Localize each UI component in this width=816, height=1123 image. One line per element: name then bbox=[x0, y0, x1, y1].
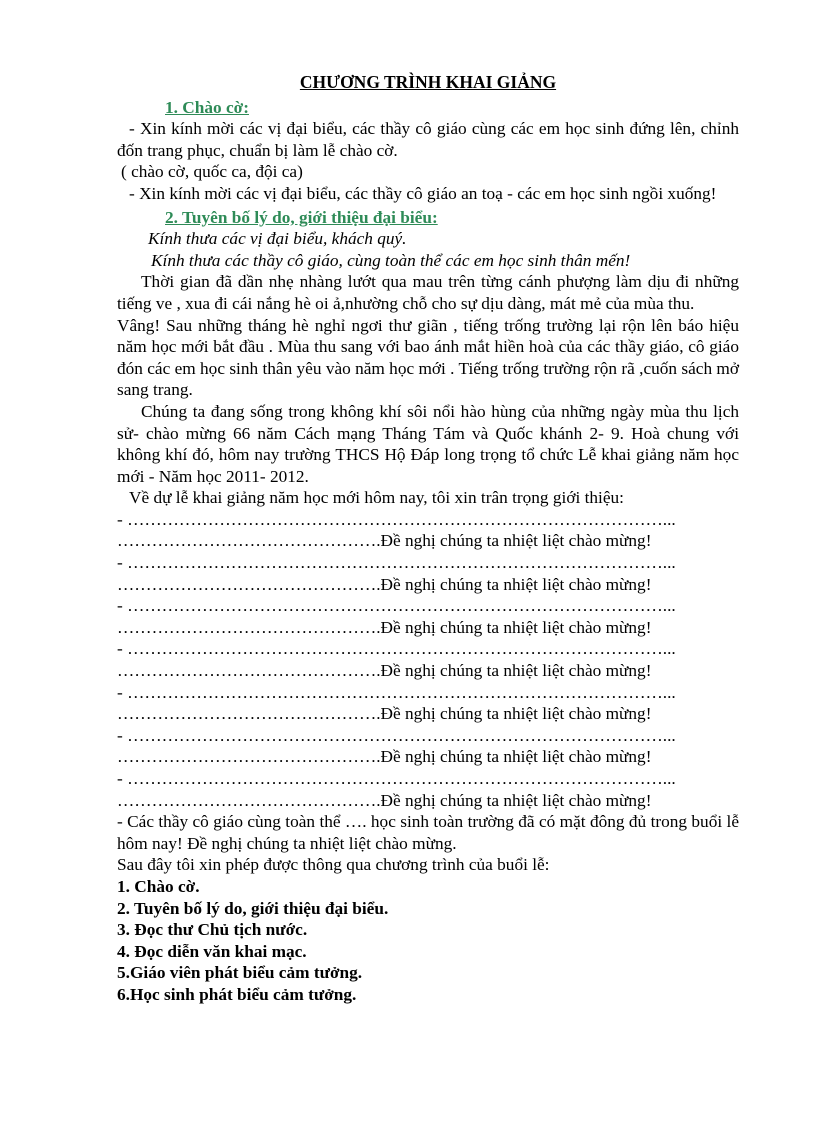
paragraph: Chúng ta đang sống trong không khí sôi nổi hào hùng của những ngày mùa thu lịch sử- chào mừng 66 năm Cách mạng Tháng Tám và Quốc khánh 2- 9. Hoà chung với không khí đó, hôm nay trường THCS Hộ Đáp long trọng tổ chức Lễ khai giảng năm học mới - Năm học 2011- 2012. bbox=[117, 401, 739, 486]
program-item: 5.Giáo viên phát biểu cảm tưởng. bbox=[117, 963, 363, 983]
guest-welcome-line: ……………………………………….Đề nghị chúng ta nhiệt liệt chào mừng! bbox=[117, 747, 652, 767]
paragraph: Sau đây tôi xin phép được thông qua chương trình của buổi lễ: bbox=[117, 855, 550, 875]
document-page bbox=[117, 72, 739, 1006]
guest-placeholder-line: - …………………………………………………………………………………... bbox=[117, 553, 676, 573]
greeting-line: Kính thưa các vị đại biểu, khách quý. bbox=[148, 229, 407, 249]
guest-welcome-line: ……………………………………….Đề nghị chúng ta nhiệt liệt chào mừng! bbox=[117, 790, 652, 810]
guest-placeholder-line: - …………………………………………………………………………………... bbox=[117, 769, 676, 788]
paragraph: ( chào cờ, quốc ca, đội ca) bbox=[121, 162, 303, 182]
program-item: 3. Đọc thư Chủ tịch nước. bbox=[117, 920, 308, 940]
program-item: 1. Chào cờ. bbox=[117, 876, 200, 896]
guest-welcome-line: ……………………………………….Đề nghị chúng ta nhiệt liệt chào mừng! bbox=[117, 661, 652, 681]
program-item: 2. Tuyên bố lý do, giới thiệu đại biểu. bbox=[117, 898, 389, 918]
greeting-line: Kính thưa các thầy cô giáo, cùng toàn thể các em học sinh thân mến! bbox=[151, 250, 631, 270]
guest-placeholder-line: - …………………………………………………………………………………... bbox=[117, 725, 676, 745]
guest-placeholder-line: - …………………………………………………………………………………... bbox=[117, 509, 676, 529]
guest-welcome-line: ……………………………………….Đề nghị chúng ta nhiệt liệt chào mừng! bbox=[117, 574, 652, 594]
section-heading-2: 2. Tuyên bố lý do, giới thiệu đại biểu: bbox=[165, 207, 438, 227]
paragraph: Vâng! Sau những tháng hè nghỉ ngơi thư giãn , tiếng trống trường lại rộn lên báo hiệu năm học mới bắt đầu . Mùa thu sang với bao ánh mắt hiền hoà của các thầy giáo, cô giáo đón các em học sinh thân yêu vào năm học mới . Tiếng trống trường rộn rã ,cuốn sách mở sang trang. bbox=[117, 315, 739, 400]
guest-placeholder-line: - …………………………………………………………………………………... bbox=[117, 682, 676, 702]
guest-placeholder-line: - …………………………………………………………………………………... bbox=[117, 596, 676, 616]
page-title: CHƯƠNG TRÌNH KHAI GIẢNG bbox=[299, 72, 557, 92]
guest-placeholder-line: - …………………………………………………………………………………... bbox=[117, 639, 676, 659]
guest-welcome-line: ……………………………………….Đề nghị chúng ta nhiệt liệt chào mừng! bbox=[117, 531, 652, 551]
paragraph: - Các thầy cô giáo cùng toàn thể …. học sinh toàn trường đã có mặt đông đủ trong buổi lễ hôm nay! Đề nghị chúng ta nhiệt liệt chào mừng. bbox=[117, 812, 739, 853]
guest-welcome-line: ……………………………………….Đề nghị chúng ta nhiệt liệt chào mừng! bbox=[117, 617, 652, 637]
guest-welcome-line: ……………………………………….Đề nghị chúng ta nhiệt liệt chào mừng! bbox=[117, 704, 652, 724]
paragraph: - Xin kính mời các vị đại biểu, các thầy cô giáo cùng các em học sinh đứng lên, chỉnh đốn trang phục, chuẩn bị làm lễ chào cờ. bbox=[117, 119, 739, 160]
program-item: 6.Học sinh phát biểu cảm tưởng. bbox=[117, 984, 357, 1004]
paragraph: Thời gian đã dần nhẹ nhàng lướt qua mau trên từng cánh phượng làm dịu đi những tiếng ve , xua đi cái nắng hè oi ả,nhường chỗ cho sự dịu dàng, mát mẻ của mùa thu. bbox=[117, 272, 739, 313]
program-item: 4. Đọc diễn văn khai mạc. bbox=[117, 941, 307, 961]
paragraph: - Xin kính mời các vị đại biểu, các thầy cô giáo an toạ - các em học sinh ngồi xuống! bbox=[129, 183, 717, 203]
section-heading-1: 1. Chào cờ: bbox=[165, 97, 249, 117]
guest-intro: Về dự lễ khai giảng năm học mới hôm nay, tôi xin trân trọng giới thiệu: bbox=[129, 488, 624, 508]
